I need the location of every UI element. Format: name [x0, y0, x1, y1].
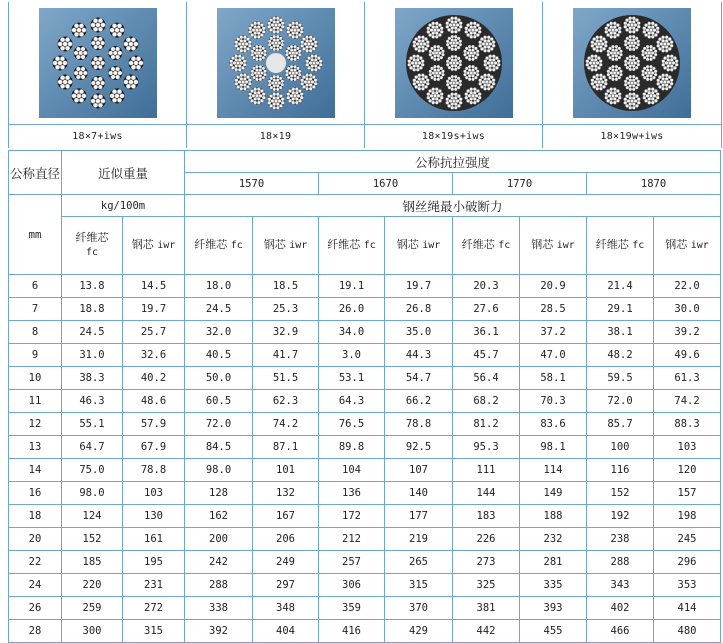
table-row: [9, 620, 721, 643]
value-cell: 192: [587, 505, 654, 528]
table-row: [9, 413, 721, 436]
diameter-cell: 12: [9, 413, 62, 436]
value-cell: 144: [453, 482, 520, 505]
value-cell: 100: [587, 436, 654, 459]
table-row: [9, 597, 721, 620]
value-cell: 46.3: [62, 390, 123, 413]
value-cell: 152: [587, 482, 654, 505]
value-cell: 78.8: [123, 459, 185, 482]
core-code: iwr: [556, 240, 575, 251]
value-cell: 273: [453, 551, 520, 574]
value-cell: 238: [587, 528, 654, 551]
value-cell: 20.9: [520, 275, 587, 298]
table-row: [9, 275, 721, 298]
value-cell: 272: [123, 597, 185, 620]
value-cell: 348: [253, 597, 319, 620]
core-label: 钢芯: [665, 238, 688, 251]
unit-weight-header: kg/100m: [62, 195, 185, 217]
value-cell: 245: [654, 528, 721, 551]
value-cell: 300: [62, 620, 123, 643]
diameter-cell: 7: [9, 298, 62, 321]
value-cell: 103: [654, 436, 721, 459]
value-cell: 116: [587, 459, 654, 482]
rope-cross-section-image: [395, 8, 513, 118]
value-cell: 18.0: [185, 275, 253, 298]
value-cell: 480: [654, 620, 721, 643]
value-cell: 29.1: [587, 298, 654, 321]
breaking-force-core-header: [587, 217, 654, 275]
value-cell: 306: [319, 574, 385, 597]
value-cell: 49.6: [654, 344, 721, 367]
table-row: [9, 436, 721, 459]
value-cell: 88.3: [654, 413, 721, 436]
core-code: fc: [230, 240, 243, 251]
value-cell: 315: [385, 574, 453, 597]
grade-1770: 1770: [453, 173, 587, 195]
core-label: 纤维芯: [461, 238, 495, 251]
value-cell: 98.0: [185, 459, 253, 482]
value-cell: 136: [319, 482, 385, 505]
table-row: [9, 574, 721, 597]
value-cell: 198: [654, 505, 721, 528]
value-cell: 455: [520, 620, 587, 643]
value-cell: 219: [385, 528, 453, 551]
value-cell: 19.7: [123, 298, 185, 321]
value-cell: 183: [453, 505, 520, 528]
value-cell: 59.5: [587, 367, 654, 390]
value-cell: 18.5: [253, 275, 319, 298]
value-cell: 120: [654, 459, 721, 482]
value-cell: 370: [385, 597, 453, 620]
value-cell: 55.1: [62, 413, 123, 436]
diameter-cell: 22: [9, 551, 62, 574]
rope-type-label: 18×19w+iws: [543, 124, 721, 149]
diameter-cell: 11: [9, 390, 62, 413]
core-code: iwr: [422, 240, 441, 251]
value-cell: 38.3: [62, 367, 123, 390]
value-cell: 89.8: [319, 436, 385, 459]
value-cell: 24.5: [185, 298, 253, 321]
value-cell: 47.0: [520, 344, 587, 367]
value-cell: 167: [253, 505, 319, 528]
value-cell: 21.4: [587, 275, 654, 298]
value-cell: 67.9: [123, 436, 185, 459]
value-cell: 442: [453, 620, 520, 643]
value-cell: 124: [62, 505, 123, 528]
value-cell: 359: [319, 597, 385, 620]
value-cell: 74.2: [654, 390, 721, 413]
value-cell: 70.3: [520, 390, 587, 413]
value-cell: 3.0: [319, 344, 385, 367]
core-label: 纤维芯: [595, 238, 629, 251]
nominal-diameter-text: 公称直径: [9, 165, 60, 181]
rope-type-label: 18×7+iws: [9, 124, 186, 149]
table-row: [9, 482, 721, 505]
value-cell: 32.0: [185, 321, 253, 344]
value-cell: 31.0: [62, 344, 123, 367]
value-cell: 315: [123, 620, 185, 643]
steel-core-code: iwr: [157, 240, 176, 251]
value-cell: 206: [253, 528, 319, 551]
value-cell: 34.0: [319, 321, 385, 344]
value-cell: 38.1: [587, 321, 654, 344]
value-cell: 107: [385, 459, 453, 482]
value-cell: 81.2: [453, 413, 520, 436]
value-cell: 249: [253, 551, 319, 574]
value-cell: 104: [319, 459, 385, 482]
rope-cross-section-image: [39, 8, 157, 118]
value-cell: 429: [385, 620, 453, 643]
value-cell: 231: [123, 574, 185, 597]
value-cell: 48.2: [587, 344, 654, 367]
value-cell: 242: [185, 551, 253, 574]
diameter-cell: 10: [9, 367, 62, 390]
breaking-force-core-header: [319, 217, 385, 275]
value-cell: 61.3: [654, 367, 721, 390]
value-cell: 57.9: [123, 413, 185, 436]
value-cell: 22.0: [654, 275, 721, 298]
value-cell: 25.7: [123, 321, 185, 344]
value-cell: 132: [253, 482, 319, 505]
value-cell: 32.6: [123, 344, 185, 367]
tensile-strength-header: 公称抗拉强度: [185, 151, 721, 173]
table-row: [9, 551, 721, 574]
value-cell: 20.3: [453, 275, 520, 298]
value-cell: 26.8: [385, 298, 453, 321]
value-cell: 40.2: [123, 367, 185, 390]
value-cell: 101: [253, 459, 319, 482]
rope-spec-table: [8, 150, 721, 643]
table-row: [9, 321, 721, 344]
value-cell: 296: [654, 551, 721, 574]
breaking-force-core-header: [253, 217, 319, 275]
diameter-cell: 14: [9, 459, 62, 482]
value-cell: 24.5: [62, 321, 123, 344]
value-cell: 152: [62, 528, 123, 551]
value-cell: 45.7: [453, 344, 520, 367]
rope-18x19s-image: [395, 8, 513, 118]
value-cell: 414: [654, 597, 721, 620]
diameter-cell: 28: [9, 620, 62, 643]
value-cell: 74.2: [253, 413, 319, 436]
value-cell: 338: [185, 597, 253, 620]
core-code: iwr: [690, 240, 709, 251]
weight-fiber-core-header: [62, 217, 123, 275]
value-cell: 68.2: [453, 390, 520, 413]
value-cell: 19.1: [319, 275, 385, 298]
value-cell: 95.3: [453, 436, 520, 459]
value-cell: 72.0: [185, 413, 253, 436]
core-code: iwr: [289, 240, 308, 251]
value-cell: 48.6: [123, 390, 185, 413]
value-cell: 28.5: [520, 298, 587, 321]
value-cell: 103: [123, 482, 185, 505]
value-cell: 85.7: [587, 413, 654, 436]
value-cell: 185: [62, 551, 123, 574]
value-cell: 75.0: [62, 459, 123, 482]
rope-image-cell-2: [187, 2, 365, 148]
value-cell: 26.0: [319, 298, 385, 321]
breaking-force-core-header: [520, 217, 587, 275]
value-cell: 60.5: [185, 390, 253, 413]
diameter-cell: 8: [9, 321, 62, 344]
diameter-cell: 6: [9, 275, 62, 298]
value-cell: 76.5: [319, 413, 385, 436]
weight-steel-core-header: [123, 217, 185, 275]
value-cell: 66.2: [385, 390, 453, 413]
value-cell: 297: [253, 574, 319, 597]
diameter-cell: 24: [9, 574, 62, 597]
rope-image-cell-1: [9, 2, 187, 148]
value-cell: 64.7: [62, 436, 123, 459]
diameter-cell: 13: [9, 436, 62, 459]
value-cell: 35.0: [385, 321, 453, 344]
value-cell: 87.1: [253, 436, 319, 459]
value-cell: 335: [520, 574, 587, 597]
rope-18x19w-image: [573, 8, 691, 118]
value-cell: 402: [587, 597, 654, 620]
value-cell: 54.7: [385, 367, 453, 390]
core-label: 钢芯: [396, 238, 419, 251]
value-cell: 30.0: [654, 298, 721, 321]
rope-type-label: 18×19: [187, 124, 364, 149]
value-cell: 83.6: [520, 413, 587, 436]
value-cell: 36.1: [453, 321, 520, 344]
value-cell: 92.5: [385, 436, 453, 459]
table-row: [9, 367, 721, 390]
value-cell: 130: [123, 505, 185, 528]
value-cell: 381: [453, 597, 520, 620]
breaking-force-core-header: [185, 217, 253, 275]
table-row: [9, 298, 721, 321]
value-cell: 149: [520, 482, 587, 505]
core-label: 钢芯: [263, 238, 286, 251]
value-cell: 288: [185, 574, 253, 597]
value-cell: 98.0: [62, 482, 123, 505]
breaking-force-core-header: [453, 217, 520, 275]
value-cell: 404: [253, 620, 319, 643]
diameter-cell: 9: [9, 344, 62, 367]
value-cell: 288: [587, 551, 654, 574]
value-cell: 220: [62, 574, 123, 597]
fiber-core-label: 纤维芯: [75, 231, 109, 244]
value-cell: 56.4: [453, 367, 520, 390]
rope-images-strip: [8, 2, 722, 148]
value-cell: 98.1: [520, 436, 587, 459]
value-cell: 62.3: [253, 390, 319, 413]
value-cell: 51.5: [253, 367, 319, 390]
table-row: [9, 459, 721, 482]
core-code: fc: [498, 240, 511, 251]
value-cell: 353: [654, 574, 721, 597]
core-label: 纤维芯: [194, 238, 228, 251]
value-cell: 416: [319, 620, 385, 643]
value-cell: 37.2: [520, 321, 587, 344]
value-cell: 72.0: [587, 390, 654, 413]
value-cell: 53.1: [319, 367, 385, 390]
approx-weight-header: 近似重量: [62, 151, 185, 195]
value-cell: 64.3: [319, 390, 385, 413]
value-cell: 114: [520, 459, 587, 482]
value-cell: 343: [587, 574, 654, 597]
breaking-force-core-header: [385, 217, 453, 275]
diameter-cell: 26: [9, 597, 62, 620]
nominal-diameter-header: [9, 151, 62, 195]
value-cell: 393: [520, 597, 587, 620]
value-cell: 84.5: [185, 436, 253, 459]
value-cell: 13.8: [62, 275, 123, 298]
core-label: 钢芯: [531, 238, 554, 251]
table-row: [9, 528, 721, 551]
value-cell: 78.8: [385, 413, 453, 436]
rope-image-cell-3: [365, 2, 543, 148]
core-code: fc: [363, 240, 376, 251]
steel-core-label: 钢芯: [131, 238, 154, 251]
value-cell: 128: [185, 482, 253, 505]
value-cell: 111: [453, 459, 520, 482]
value-cell: 257: [319, 551, 385, 574]
rope-18x19-image: [217, 8, 335, 118]
diameter-cell: 16: [9, 482, 62, 505]
table-body: [9, 275, 721, 643]
core-code: fc: [632, 240, 645, 251]
value-cell: 58.1: [520, 367, 587, 390]
table-row: [9, 344, 721, 367]
value-cell: 259: [62, 597, 123, 620]
value-cell: 162: [185, 505, 253, 528]
rope-cross-section-image: [573, 8, 691, 118]
grade-1570: 1570: [185, 173, 319, 195]
value-cell: 27.6: [453, 298, 520, 321]
value-cell: 172: [319, 505, 385, 528]
value-cell: 39.2: [654, 321, 721, 344]
value-cell: 226: [453, 528, 520, 551]
value-cell: 14.5: [123, 275, 185, 298]
value-cell: 161: [123, 528, 185, 551]
diameter-cell: 20: [9, 528, 62, 551]
value-cell: 281: [520, 551, 587, 574]
core-label: 纤维芯: [327, 238, 361, 251]
value-cell: 157: [654, 482, 721, 505]
diameter-cell: 18: [9, 505, 62, 528]
unit-mm-header: mm: [9, 195, 62, 275]
value-cell: 41.7: [253, 344, 319, 367]
value-cell: 44.3: [385, 344, 453, 367]
rope-cross-section-image: [217, 8, 335, 118]
value-cell: 212: [319, 528, 385, 551]
value-cell: 195: [123, 551, 185, 574]
breaking-force-core-header: [654, 217, 721, 275]
fiber-core-code: fc: [85, 247, 99, 258]
rope-type-label: 18×19s+iws: [365, 124, 542, 149]
value-cell: 25.3: [253, 298, 319, 321]
value-cell: 392: [185, 620, 253, 643]
value-cell: 265: [385, 551, 453, 574]
value-cell: 50.0: [185, 367, 253, 390]
value-cell: 200: [185, 528, 253, 551]
value-cell: 19.7: [385, 275, 453, 298]
value-cell: 177: [385, 505, 453, 528]
core-type-header-row: [9, 217, 721, 275]
value-cell: 140: [385, 482, 453, 505]
value-cell: 40.5: [185, 344, 253, 367]
value-cell: 325: [453, 574, 520, 597]
value-cell: 18.8: [62, 298, 123, 321]
rope-image-cell-4: [543, 2, 721, 148]
table-row: [9, 505, 721, 528]
value-cell: 466: [587, 620, 654, 643]
min-breaking-force-header: 钢丝绳最小破断力: [185, 195, 721, 217]
grade-1670: 1670: [319, 173, 453, 195]
value-cell: 188: [520, 505, 587, 528]
table-row: [9, 390, 721, 413]
value-cell: 232: [520, 528, 587, 551]
grade-1870: 1870: [587, 173, 721, 195]
rope-18x7-image: [39, 8, 157, 118]
value-cell: 32.9: [253, 321, 319, 344]
